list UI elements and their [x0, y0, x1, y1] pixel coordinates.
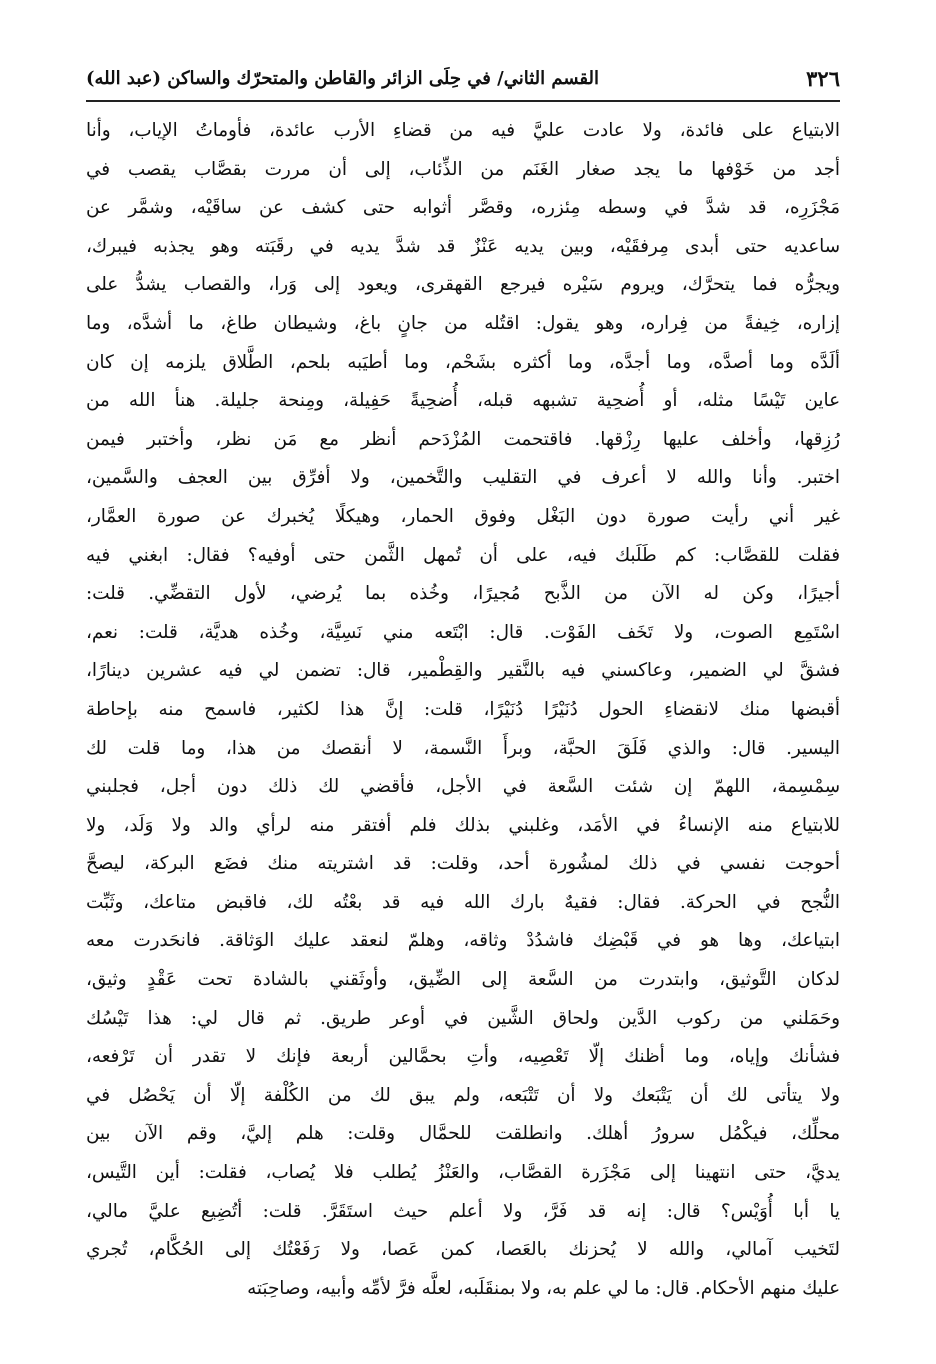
- text-line: ألَدَّه وما أصدَّه، وما أجدَّه، وما أكثره بشَحْم، وما أطيَبه بلحم، الطَّلاق يلزمه إن كان: [86, 351, 840, 373]
- text-line: فشأنك وإياه، وما أظنك إلّا تَعْصِيه، وأتِ بحمَّالين أربعة فإنك لا تقدر أن تَرْفعه،: [86, 1046, 840, 1068]
- header-divider: [86, 100, 840, 102]
- text-line: عليك منهم الأحكام. قال: ما لي علم به، ولا بمنقَلَبه، لعلَّه فرَّ لأمِّه وأبيه، وصاحِبَته: [247, 1277, 840, 1299]
- running-header-title: القسم الثاني/ في حِلَى الزائر والقاطن والمتحرّك والساكن (عبد الله): [86, 67, 600, 89]
- text-line: الابتياع على فائدة، ولا عادت عليَّ فيه من قضاءِ الأرب عائدة، فأوماتُ الإياب، وأنا: [86, 120, 840, 141]
- text-line: للابتياع منه الإنساءُ في الأمَد، وغلبني بذلك فلم أفتقر منه لرأي والد ولا وَلَد، ولا: [86, 814, 840, 836]
- text-line: ويجرُّه فما يتحرَّك، ويروم سَيْره فيرجع القهقرى، ويعود إلى وَرا، والقصاب يشدُّ على: [86, 274, 840, 296]
- text-line: فشقَّ لي الضمير، وعاكسني فيه بالنَّقير والقِطْمير، قال: تضمن لي فيه عشرين دينارًا،: [86, 660, 840, 682]
- text-line: اليسير. قال: والذي فَلَقَ الحبَّة، وبرأَ النَّسمة، لا أنقصك من هذا، وما قلت لك: [86, 737, 840, 759]
- text-line: مَجْزَرِه، قد شدَّ في وسطه مِئزره، وقصَّر أثوابه حتى كشف عن ساقَيْه، وشمَّر عن: [86, 197, 840, 219]
- text-line: أجيرًا، وكن له الآن من الذَّبح مُجيرًا، وخُذه بما يُرضي، لأول التقضِّي. قلت:: [86, 583, 840, 605]
- text-line: سِمْسِمة، اللهمّ إن شئت السَّعة في الأجل، فأقضي لك ذلك دون أجل، فجلبني: [86, 776, 840, 798]
- text-line: لتَخيب آمالي، والله لا يُحزنك بالعَصا، كمن عَصا، ولا رَفَعْتُك إلى الحُكَّام، تُجري: [86, 1239, 840, 1261]
- text-line: وحَمَلني من ركوب الدَّين ولحاق الشَّين في أوعر طريق. ثم قال لي: هذا تَيْسُك: [86, 1007, 840, 1029]
- text-line: أجد من خَوْفها ما يجد صغار الغَنَم من الذِّئاب، إلى أن مررت بقصَّاب يقصب في: [86, 158, 840, 180]
- text-line: رُزِقها، وأخلف عليها رِزْقها. فاقتحمت المُزْدَحم أنظر مع مَن نظر، وأختبر فيمن: [86, 428, 840, 450]
- text-line: لدكان التَّوثيق، وابتدرت من السَّعة إلى الضِّيق، وأوثَقني بالشادة تحت عَقْدٍ وثيق،: [86, 969, 840, 991]
- text-line: فقلت للقصَّاب: كم طَلَبك فيه، على أن تُمهل الثَّمن حتى أوفيه؟ فقال: ابغني فيه: [86, 544, 840, 566]
- text-line: يا أبا أُوَيْس؟ قال: إنه قد فَرَّ، ولا أعلم حيث استَقَرَّ. قلت: أتُضِيع عليَّ مالي،: [86, 1200, 840, 1222]
- text-line: يديَّ، حتى انتهينا إلى مَجْزَرة القصَّاب، والعَنْزُ يُطلب فلا يُصاب، فقلت: أين التَّيس،: [86, 1162, 840, 1184]
- text-line: إزاره، خِيفةً من فِراره، وهو يقول: اقتُله من جانٍ باغ، وشيطان طاغ، ما أشدَّه، وما: [86, 312, 840, 334]
- text-line: ولا يتأتى لك أن يَتْبَعك ولا أن تَتْبَعه، ولم يبق لك من الكُلْفة إلّا أن يَحْصُل في: [86, 1084, 840, 1106]
- text-line: محلِّك، فيكْمُل سرورُ أهلك. وانطلقت للحمَّال وقلت: هلم إليَّ، وقم الآن بين: [86, 1123, 840, 1145]
- text-line: عاين تَيْسًا مثله، أو أُضحِية تشبهه قبله، أُضحِيةً حَفِيلة، ومِنحة جليلة. هنأ الله من: [86, 390, 840, 412]
- text-line: أحوجت نفسي في ذلك لمشُورة أحد، وقلت: قد اشتريته منك فضَع البركة، ليصحَّ: [86, 853, 840, 875]
- text-line: اسْتَمِع الصوت، ولا تَخَف الفَوْت. قال: ابْتَعه مني نَسِيَّة، وخُذه هديَّة، قلت: نعم،: [86, 621, 840, 643]
- text-line: غير أني رأيت صورة دون البَغْل وفوق الحمار، وهيكلًا يُخبرك عن صورة العمَّار،: [86, 505, 840, 527]
- text-line: اختبر. وأنا والله لا أعرف في التقليب والتَّخمين، ولا أفرِّق بين العجف والسَّمين،: [86, 467, 840, 489]
- running-header: [86, 60, 840, 96]
- text-line: أقبضها منك لانقضاءِ الحول دُنَيْرًا دُنَيْرًا، قلت: إنَّ هذا لكثير، فاسمح منه بإحاطة: [86, 698, 840, 720]
- body-text: [86, 112, 840, 1308]
- text-line: ابتياعك، وها هو في قَبْضِك فاشدُدْ وثاقه، وهلمّ لنعقد عليك الوَثاقة. فانحَدرت معه: [86, 930, 840, 952]
- page-number: ٣٢٦: [806, 65, 840, 91]
- text-line: ساعديه حتى أبدى مِرفقَيْه، وبين يديه عَنْزٌ قد شدَّ يديه في رقَبَته وهو يجذبه فيبرك،: [86, 235, 840, 257]
- text-line: النُّجح في الحركة. فقال: فقيهٌ بارك الله فيه قد بعْتُه لك، فاقبض متاعك، وثَبِّت: [86, 891, 840, 913]
